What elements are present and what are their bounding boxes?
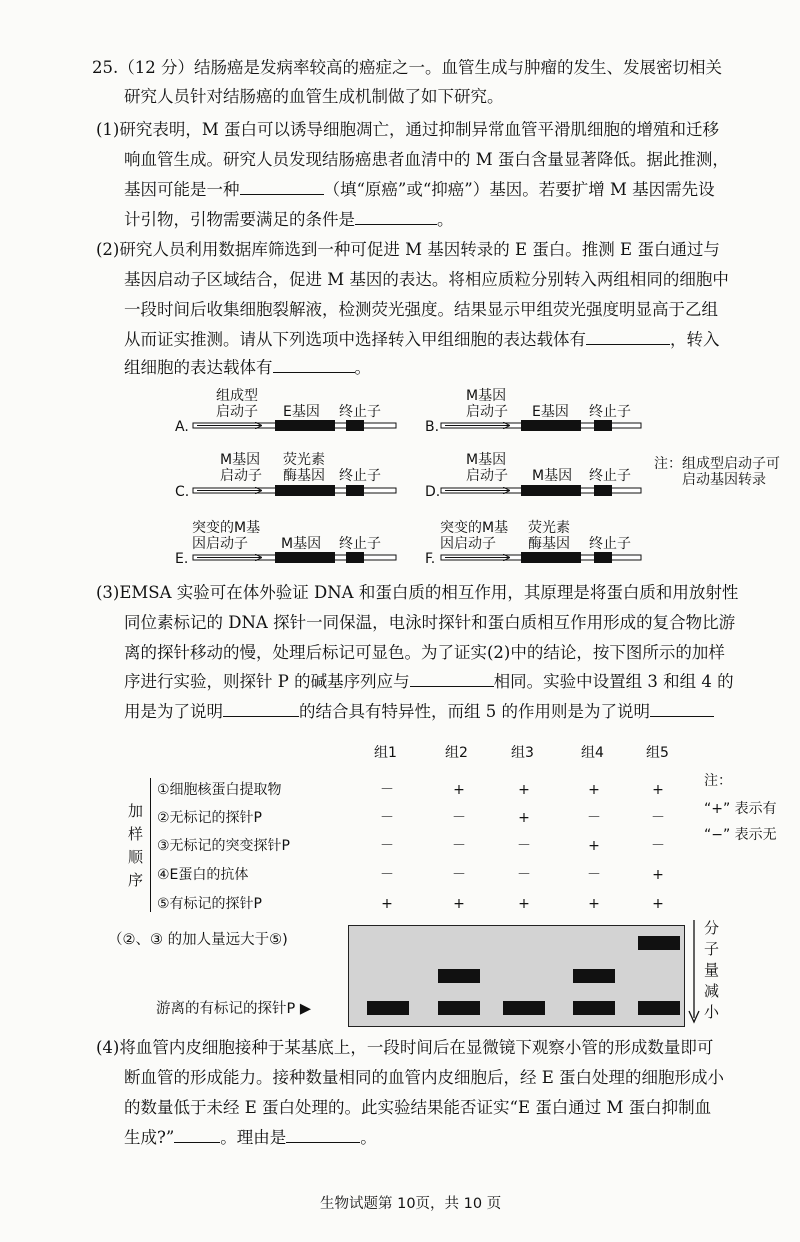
answer-blank-can-prove[interactable]	[174, 1126, 220, 1143]
p1-line1: (1)研究表明，M 蛋白可以诱导细胞凋亡，通过抑制异常血管平滑肌细胞的增殖和迁移	[96, 120, 720, 139]
cell-r3-g3: －	[517, 838, 531, 854]
construct-b-letter: B.	[425, 419, 440, 435]
cell-r4-g1: －	[380, 867, 394, 883]
free-probe-label: 游离的有标记的探针P ▶	[156, 1001, 312, 1017]
construct-b-terminator-label: 终止子	[589, 404, 631, 420]
p2-line3: 一段时间后收集细胞裂解液，检测荧光强度。结果显示甲组荧光强度明显高于乙组	[124, 300, 718, 319]
cell-r1-g4: +	[588, 782, 600, 798]
construct-d-letter: D.	[425, 484, 441, 500]
answer-blank-reason[interactable]	[286, 1126, 360, 1143]
construct-c-terminator-label: 终止子	[339, 468, 381, 484]
cell-r1-g1: －	[380, 782, 394, 798]
construct-b-promoter-label-2: 启动子	[466, 404, 508, 420]
loading-order-char-1: 加	[128, 802, 144, 820]
construct-c-terminator-block	[346, 485, 364, 496]
construct-e-letter: E.	[175, 551, 189, 567]
cell-r1-g5: +	[652, 782, 664, 798]
p4-line4-text-c: 。	[360, 1128, 377, 1147]
row-label-2: ②无标记的探针P	[157, 810, 262, 826]
construct-a	[193, 420, 396, 431]
row-label-4: ④E蛋白的抗体	[157, 867, 249, 883]
p2-line2: 基因启动子区域结合，促进 M 基因的表达。将相应质粒分别转入两组相同的细胞中	[124, 270, 729, 289]
cell-r2-g3: +	[518, 810, 530, 826]
axis-char-3: 量	[704, 961, 720, 979]
axis-char-1: 分	[704, 919, 720, 937]
p2-line4-text-b: ，转入	[670, 330, 720, 349]
construct-b	[441, 420, 641, 431]
construct-f-promoter-label-2: 因启动子	[440, 536, 496, 552]
construct-note-line1: 注：组成型启动子可	[654, 456, 780, 472]
construct-c-gene-block	[275, 485, 335, 496]
gel-band-g2-complex	[438, 969, 480, 983]
gel-band-g1-free	[367, 1001, 409, 1015]
construct-a-promoter-label-2: 启动子	[216, 404, 258, 420]
axis-char-5: 小	[704, 1003, 720, 1021]
cell-r4-g5: +	[652, 867, 664, 883]
p4-line4-text-a: 生成?”	[124, 1128, 175, 1147]
cell-r4-g4: －	[587, 867, 601, 883]
cell-r2-g1: －	[380, 810, 394, 826]
construct-f	[441, 552, 641, 563]
molecular-weight-arrow	[684, 918, 704, 1028]
construct-c-gene-label-1: 荧光素	[283, 452, 325, 468]
cell-r3-g2: －	[452, 838, 466, 854]
gel-band-g4-free	[573, 1001, 615, 1015]
gel-band-g4-complex	[573, 969, 615, 983]
construct-e-promoter-label-1: 突变的M基	[192, 520, 261, 536]
construct-f-gene-block	[521, 552, 581, 563]
loading-order-char-2: 样	[128, 825, 144, 843]
construct-c-letter: C.	[175, 484, 190, 500]
cell-r5-g5: +	[652, 896, 664, 912]
group-header-1: 组1	[374, 745, 397, 761]
row-label-1: ①细胞核蛋白提取物	[157, 782, 282, 798]
axis-char-2: 子	[704, 940, 720, 958]
p3-line5	[124, 700, 714, 724]
cell-r2-g2: －	[452, 810, 466, 826]
construct-c	[193, 485, 396, 496]
construct-d-promoter-label-1: M基因	[466, 452, 507, 468]
answer-blank-probe-sequence[interactable]	[410, 670, 494, 687]
table-note-plus: “+” 表示有	[704, 801, 777, 817]
construct-e-terminator-block	[346, 552, 364, 563]
construct-e-gene-label: M基因	[281, 536, 322, 552]
p4-line2: 断血管的形成能力。接种数量相同的血管内皮细胞后，经 E 蛋白处理的细胞形成小	[124, 1068, 725, 1087]
p4-line1: (4)将血管内皮细胞接种于某基底上，一段时间后在显微镜下观察小管的形成数量即可	[96, 1038, 714, 1057]
construct-d-promoter-label-2: 启动子	[466, 468, 508, 484]
construct-f-gene-label-2: 酶基因	[528, 536, 570, 552]
construct-f-terminator-block	[594, 552, 612, 563]
answer-blank-specificity[interactable]	[223, 700, 299, 717]
p3-line4-text-b: 相同。实验中设置组 3 和组 4 的	[493, 672, 734, 691]
cell-r3-g1: －	[380, 838, 394, 854]
answer-blank-group5[interactable]	[650, 700, 714, 717]
loading-order-char-3: 顺	[128, 848, 144, 866]
gel-band-g5-free	[638, 1001, 680, 1015]
construct-f-promoter-label-1: 突变的M基	[440, 520, 509, 536]
cell-r2-g4: －	[587, 810, 601, 826]
q25-intro-line1: 25.（12 分）结肠癌是发病率较高的癌症之一。血管生成与肿瘤的发生、发展密切相关	[92, 58, 722, 77]
construct-d-terminator-block	[594, 485, 612, 496]
p3-line5-text-a: 用是为了说明	[124, 702, 223, 721]
axis-char-4: 减	[704, 982, 720, 1000]
group-header-2: 组2	[445, 745, 468, 761]
cell-r3-g4: +	[588, 838, 600, 854]
construct-a-gene-label: E基因	[283, 404, 320, 420]
group-header-4: 组4	[581, 745, 604, 761]
p3-line2: 同位素标记的 DNA 探针一同保温，电泳时探针和蛋白质相互作用形成的复合物比游	[124, 613, 736, 632]
construct-a-terminator-block	[346, 420, 364, 431]
p1-line4-text-b: 。	[437, 210, 454, 229]
p4-line3: 的数量低于未经 E 蛋白处理的。此实验结果能否证实“E 蛋白通过 M 蛋白抑制血	[124, 1098, 712, 1117]
construct-e-terminator-label: 终止子	[339, 536, 381, 552]
gel-image	[348, 925, 685, 1027]
construct-a-gene-block	[275, 420, 335, 431]
construct-d	[441, 485, 641, 496]
group-header-3: 组3	[511, 745, 534, 761]
loading-order-char-4: 序	[128, 871, 144, 889]
construct-b-promoter-label-1: M基因	[466, 388, 507, 404]
construct-d-gene-label: M基因	[532, 468, 573, 484]
table-note-title: 注：	[704, 773, 732, 789]
p4-line4	[124, 1126, 377, 1150]
construct-f-letter: F.	[425, 551, 436, 567]
construct-f-gene-label-1: 荧光素	[528, 520, 570, 536]
gel-band-g5-shifted	[638, 936, 680, 950]
construct-e-gene-block	[275, 552, 335, 563]
p3-line4-text-a: 序进行实验，则探针 P 的碱基序列应与	[124, 672, 410, 691]
cell-r5-g1: +	[381, 896, 393, 912]
q25-intro-line2: 研究人员针对结肠癌的血管生成机制做了如下研究。	[124, 87, 504, 106]
cell-r1-g2: +	[453, 782, 465, 798]
group-header-5: 组5	[646, 745, 669, 761]
construct-d-gene-block	[521, 485, 581, 496]
cell-r3-g5: －	[651, 838, 665, 854]
construct-b-terminator-block	[594, 420, 612, 431]
p2-line5-text-a: 组细胞的表达载体有	[124, 358, 273, 377]
p2-line4-text-a: 从而证实推测。请从下列选项中选择转入甲组细胞的表达载体有	[124, 330, 586, 349]
construct-c-promoter-label-2: 启动子	[220, 468, 262, 484]
p1-line3-text-a: 基因可能是一种	[124, 180, 240, 199]
construct-c-promoter-label-1: M基因	[220, 452, 261, 468]
construct-bars	[0, 0, 800, 600]
cell-r4-g2: －	[452, 867, 466, 883]
construct-d-terminator-label: 终止子	[589, 468, 631, 484]
construct-a-promoter-label-1: 组成型	[216, 388, 258, 404]
p2-line5-text-b: 。	[354, 358, 371, 377]
p3-line3: 离的探针移动的慢，处理后标记可显色。为了证实(2)中的结论，按下图所示的加样	[124, 643, 725, 662]
construct-e	[193, 552, 396, 563]
gel-band-g2-free	[438, 1001, 480, 1015]
construct-b-gene-label: E基因	[532, 404, 569, 420]
construct-e-promoter-label-2: 因启动子	[192, 536, 248, 552]
row-label-5: ⑤有标记的探针P	[157, 896, 262, 912]
page-footer: 生物试题第 10页，共 10 页	[320, 1196, 502, 1212]
p1-line2: 响血管生成。研究人员发现结肠癌患者血清中的 M 蛋白含量显著降低。据此推测，	[124, 150, 729, 169]
p3-line4	[124, 670, 734, 694]
p1-line4-text-a: 计引物，引物需要满足的条件是	[124, 210, 355, 229]
cell-r4-g3: －	[517, 867, 531, 883]
cell-r5-g3: +	[518, 896, 530, 912]
construct-f-terminator-label: 终止子	[589, 536, 631, 552]
cell-r1-g3: +	[518, 782, 530, 798]
table-note-minus: “−” 表示无	[704, 827, 777, 843]
loading-order-bracket	[150, 778, 151, 912]
cell-r5-g4: +	[588, 896, 600, 912]
construct-c-gene-label-2: 酶基因	[283, 468, 325, 484]
gel-band-g3-free	[503, 1001, 545, 1015]
p3-line1: (3)EMSA 实验可在体外验证 DNA 和蛋白质的相互作用，其原理是将蛋白质和用放射性	[96, 583, 739, 602]
amount-note: （②、③ 的加人量远大于⑤)	[108, 932, 288, 948]
construct-b-gene-block	[521, 420, 581, 431]
construct-note-line2: 启动基因转录	[682, 472, 766, 488]
construct-a-terminator-label: 终止子	[339, 404, 381, 420]
cell-r5-g2: +	[453, 896, 465, 912]
p4-line4-text-b: 。理由是	[220, 1128, 287, 1147]
cell-r2-g5: －	[651, 810, 665, 826]
p1-line3-text-b: （填“原癌”或“抑癌”）基因。若要扩增 M 基因需先设	[323, 180, 715, 199]
row-label-3: ③无标记的突变探针P	[157, 838, 290, 854]
p3-line5-text-b: 的结合具有特异性，而组 5 的作用则是为了说明	[299, 702, 650, 721]
construct-a-letter: A.	[175, 419, 189, 435]
p2-line1: (2)研究人员利用数据库筛选到一种可促进 M 基因转录的 E 蛋白。推测 E 蛋白通过与	[96, 240, 720, 259]
